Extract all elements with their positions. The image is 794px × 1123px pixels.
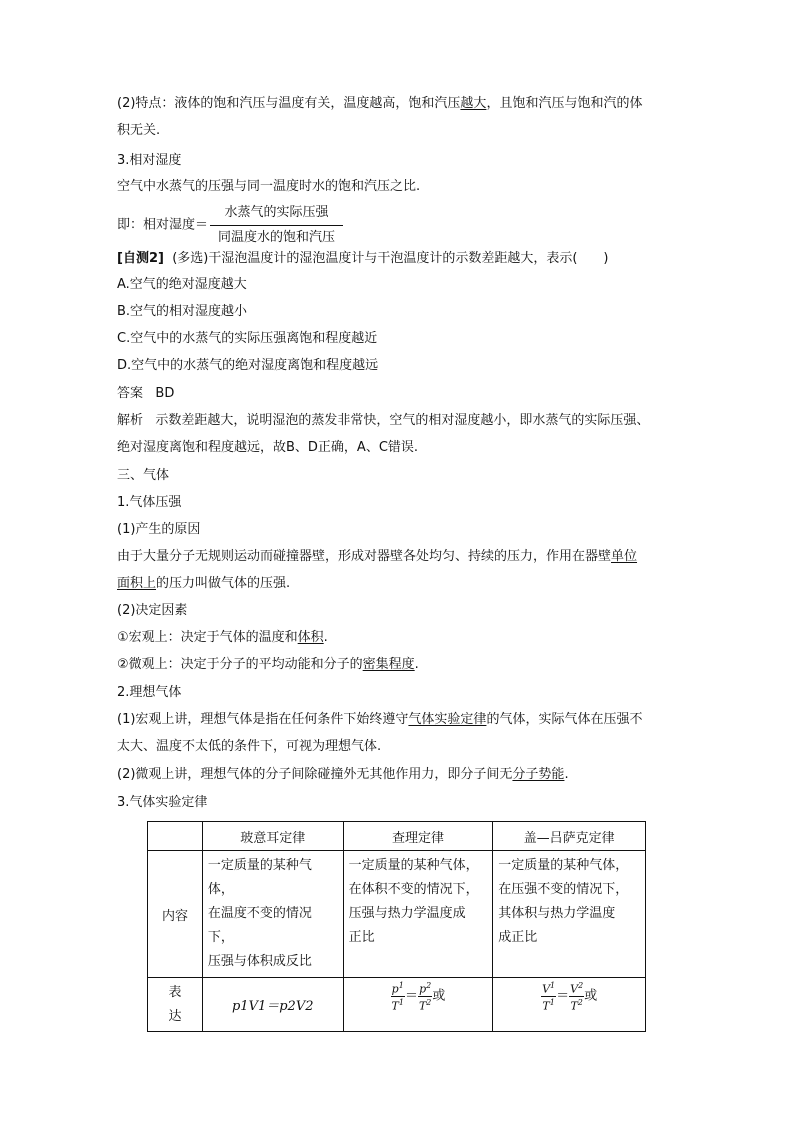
boyle-expression [202, 978, 343, 1032]
rel-humidity-formula: 即：相对湿度＝ $\frac{\text{水蒸气的实际压强}}{\text{同温度水的饱和汽压}}$ [117, 203, 343, 248]
micro-factor: ②微观上：决定于分子的平均动能和分子的密集程度. [117, 657, 419, 672]
table-header-row [148, 822, 646, 851]
table-header-charles: 查理定律 [343, 822, 493, 851]
table-header-gay-lussac: 盖—吕萨克定律 [493, 822, 646, 851]
cause-text-line-2: 面积上的压力叫做气体的压强. [117, 576, 291, 591]
charles-content-cell: 一定质量的某种气体， 在体积不变的情况下， 压强与热力学温度成 正比 [343, 851, 493, 978]
boyle-formula: p1V1＝p2V2 [231, 999, 314, 1014]
option-c: C.空气中的水蒸气的实际压强离饱和程度越近 [117, 331, 378, 346]
factors-heading: (2)决定因素 [117, 603, 188, 618]
underlined-answer: 越大 [460, 96, 487, 111]
fraction-v2-t2: $\frac{V^2}{T^2}$ [570, 981, 584, 1013]
table-header-boyle: 玻意耳定律 [202, 822, 343, 851]
gay-lussac-content-cell: 一定质量的某种气体， 在压强不变的情况下， 其体积与热力学温度 成正比 [493, 851, 646, 978]
fraction-p1-t1: $\frac{p^1}{T^1}$ [391, 981, 404, 1013]
ideal-gas-micro: (2)微观上讲，理想气体的分子间除碰撞外无其他作用力，即分子间无分子势能. [117, 767, 569, 782]
sat-feature-line-1: (2)特点：液体的饱和汽压与温度有关，温度越高，饱和汽压越大，且饱和汽压与饱和汽的体 [117, 96, 643, 111]
option-b: B.空气的相对湿度越小 [117, 304, 248, 319]
cause-text-line-1: 由于大量分子无规则运动而碰撞器壁，形成对器壁各处均匀、持续的压力，作用在器壁单位 [117, 549, 638, 564]
answer-label: 答案 [117, 386, 144, 401]
row-label-expression: 表 达 [148, 978, 203, 1032]
gas-pressure-heading: 1.气体压强 [117, 495, 182, 510]
question-stem: [自测2] (多选)干湿泡温度计的湿泡温度计与干泡温度计的示数差距越大，表示( ) [117, 251, 609, 266]
boyle-content-cell: 一定质量的某种气体， 在温度不变的情况下， 压强与体积成反比 [202, 851, 343, 978]
answer-value: BD [155, 386, 175, 401]
table-row-content [148, 851, 646, 978]
charles-expression: $\frac{p^1}{T^1}$ ＝ $\frac{p^2}{T^2}$ 或 [343, 978, 493, 1032]
macro-factor: ①宏观上：决定于气体的温度和体积. [117, 630, 328, 645]
analysis-label: 解析 [117, 413, 144, 428]
answer-line [117, 385, 174, 403]
fraction-v1-t1: $\frac{V^1}{T^1}$ [542, 981, 556, 1013]
gas-laws-heading: 3.气体实验定律 [117, 795, 208, 810]
gas-laws-table [147, 821, 646, 1032]
rel-humidity-definition: 空气中水蒸气的压强与同一温度时水的饱和汽压之比. [117, 179, 421, 194]
ideal-gas-heading: 2.理想气体 [117, 685, 182, 700]
question-tag: [自测2] [117, 251, 164, 266]
table-row-expression [148, 978, 646, 1032]
table-header-empty [148, 822, 203, 851]
cause-heading: (1)产生的原因 [117, 522, 201, 537]
analysis-line-1: 解析 示数差距越大，说明湿泡的蒸发非常快，空气的相对湿度越小，即水蒸气的实际压强、 [117, 413, 650, 428]
analysis-line-2: 绝对湿度离饱和程度越远，故B、D正确，A、C错误. [117, 440, 419, 455]
fraction-p2-t2: $\frac{p^2}{T^2}$ [418, 981, 432, 1013]
ideal-gas-macro-line-1: (1)宏观上讲，理想气体是指在任何条件下始终遵守气体实验定律的气体，实际气体在压强不 [117, 712, 643, 727]
row-label-content: 内容 [148, 851, 203, 978]
option-d: D.空气中的水蒸气的绝对湿度离饱和程度越远 [117, 358, 379, 373]
section-heading: 三、气体 [117, 468, 170, 483]
gay-lussac-expression: $\frac{V^1}{T^1}$ ＝ $\frac{V^2}{T^2}$ 或 [493, 978, 646, 1032]
option-a: A.空气的绝对湿度越大 [117, 277, 247, 292]
ideal-gas-macro-line-2: 太大、温度不太低的条件下，可视为理想气体. [117, 739, 382, 754]
humidity-fraction: $\frac{\text{水蒸气的实际压强}}{\text{同温度水的饱和汽压}}$ [210, 203, 343, 248]
sat-feature-line-2: 积无关. [117, 123, 161, 138]
rel-humidity-heading: 3.相对湿度 [117, 153, 182, 168]
